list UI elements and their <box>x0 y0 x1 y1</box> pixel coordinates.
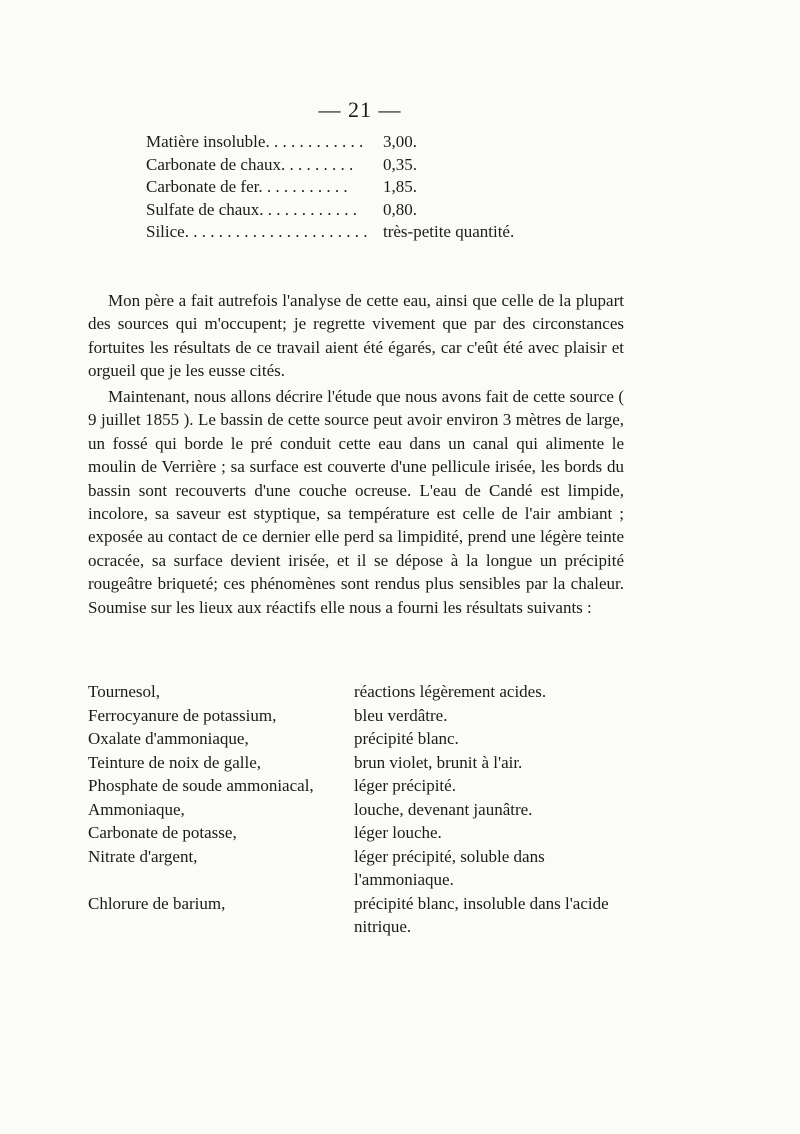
reagent-row <box>88 892 648 939</box>
reagent-name: Oxalate d'ammoniaque, <box>88 729 249 748</box>
reagent-name: Tournesol, <box>88 682 160 701</box>
reagent-name: Teinture de noix de galle, <box>88 752 261 772</box>
reagent-row <box>88 798 648 822</box>
analysis-value: 0,80. <box>383 199 417 219</box>
paragraph-text: Mon père a fait autrefois l'analyse de cette eau, ainsi que celle de la plupart des sources qui m'occupent; je regrette vivement que par des circonstances fortuites les résultats de ce travail aient été égarés, car c'eût été avec plaisir et orgueil que je les eusse cités. <box>88 291 624 381</box>
reagent-row <box>88 751 648 775</box>
reagent-row <box>88 704 648 728</box>
analysis-value: très-petite quantité. <box>383 222 515 241</box>
analysis-name: Silice. . . . . . . . . . . . . . . . . . . . . . <box>146 222 368 241</box>
reagent-name: Carbonate de potasse, <box>88 823 237 842</box>
reagent-name: Phosphate de soude ammoniacal, <box>88 776 314 795</box>
page-number: — 21 — <box>318 97 402 122</box>
reagent-result: léger précipité. <box>354 776 456 795</box>
reagent-result: brun violet, brunit à l'air. <box>354 752 523 772</box>
reagent-result: précipité blanc. <box>354 729 459 748</box>
analysis-value: 3,00. <box>383 132 417 151</box>
analysis-table <box>146 131 706 244</box>
analysis-row <box>146 176 706 199</box>
analysis-row <box>146 131 706 154</box>
reagent-row <box>88 774 648 798</box>
analysis-row <box>146 221 706 244</box>
reagent-name: Chlorure de barium, <box>88 893 226 913</box>
body-paragraph <box>88 385 624 619</box>
analysis-name: Carbonate de fer. . . . . . . . . . . <box>146 177 348 196</box>
reagent-row <box>88 845 648 892</box>
reagent-result: léger louche. <box>354 823 442 842</box>
reagent-name: Ammoniaque, <box>88 799 185 819</box>
analysis-row <box>146 199 706 222</box>
reagent-result: réactions légèrement acides. <box>354 682 547 701</box>
reagent-name: Nitrate d'argent, <box>88 846 198 866</box>
reagent-result: louche, devenant jaunâtre. <box>354 799 533 819</box>
analysis-name: Sulfate de chaux. . . . . . . . . . . . <box>146 199 358 219</box>
paragraph-text: Maintenant, nous allons décrire l'étude que nous avons fait de cette source ( 9 juillet 1855 ). Le bassin de cette source peut avoir environ 3 mètres de large, un fossé qui borde le pré conduit cette eau dans un canal qui alimente le moulin de Verrière ; sa surface est couverte d'une pellicule irisée, les bords du bassin sont recouverts d'une couche ocreuse. L'eau de Candé est limpide, incolore, sa saveur est styptique, sa température est celle de l'air ambiant ; exposée au contact de ce dernier elle perd sa limpidité, prend une légère teinte ocracée, sa surface devient irisée, et il se dépose à la longue un précipité rougeâtre briqueté; ces phénomènes sont rendus plus sensibles par la chaleur. Soumise sur les lieux aux réactifs elle nous a fourni les résultats suivants : <box>88 387 624 617</box>
reagent-row <box>88 821 648 845</box>
reagent-row <box>88 680 648 704</box>
analysis-value: 0,35. <box>383 154 417 174</box>
reagent-name: Ferrocyanure de potassium, <box>88 705 277 725</box>
reagent-row <box>88 727 648 751</box>
analysis-value: 1,85. <box>383 177 417 196</box>
analysis-name: Carbonate de chaux. . . . . . . . . <box>146 154 354 174</box>
body-paragraph <box>88 289 624 383</box>
reagent-result: léger précipité, soluble dans l'ammoniaque. <box>354 846 545 889</box>
reagent-result: précipité blanc, insoluble dans l'acide nitrique. <box>354 893 609 936</box>
reagent-result: bleu verdâtre. <box>354 705 448 725</box>
analysis-row <box>146 154 706 177</box>
reagent-table <box>88 680 648 939</box>
analysis-name: Matière insoluble. . . . . . . . . . . . <box>146 132 364 151</box>
